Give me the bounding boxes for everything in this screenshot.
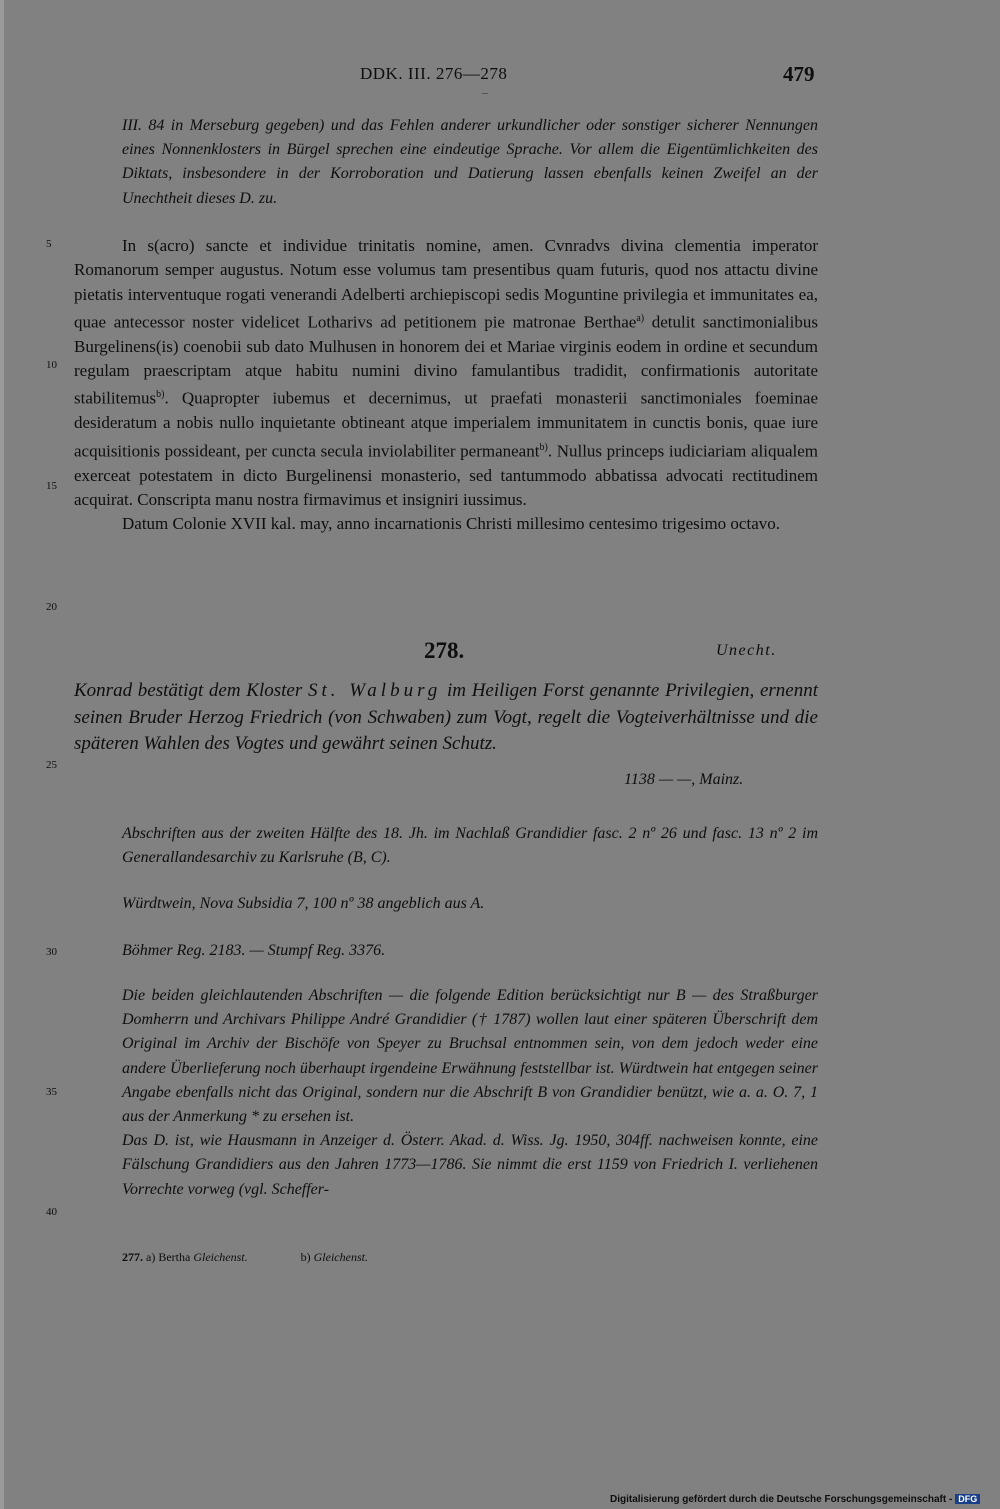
dfg-logo: DFG: [955, 1494, 980, 1504]
line-number: 35: [46, 1086, 57, 1098]
footnotes: [122, 1250, 368, 1265]
text-segment: detulit sanctimonialibus Burgelinens(is) coenobii sub dato Mulhusen in honorem dei et Mariae virginis eodem in ordine et secundum regulam praescriptam atque habitu numini divino famulantibus tradidit, confirmationis autoritate stabilitemus: [74, 312, 818, 409]
footnote-b: [301, 1250, 368, 1264]
dating-line: 1138 — —, Mainz.: [624, 771, 744, 788]
line-number: 20: [46, 601, 57, 613]
line-number: 10: [46, 359, 57, 371]
footnote-b-source: Gleichenst.: [313, 1250, 368, 1264]
regest-segment: im Heiligen Forst genannte Privilegien, ernennt seinen Bruder Herzog Friedrich (von Schwaben) zum Vogt, regelt die Vogteiverhältnisse und die späteren Wahlen des Vogtes und gewährt seinen Schutz.: [74, 680, 818, 754]
page-number: 479: [783, 62, 815, 86]
line-number: 15: [46, 480, 57, 492]
authenticity-status: Unecht.: [716, 642, 777, 659]
commentary-paragraph: Die beiden gleichlautenden Abschriften — die folgende Edition berücksichtigt nur B — des Straßburger Domherrn und Archivars Philippe André Grandidier († 1787) wollen laut einer späteren Überschrift dem Original im Archiv der Bischöfe von Speyer zu Bruchsal entnommen sein, von dem jedoch weder eine andere Überlieferung noch überhaupt irgendeine Erwähnung feststellbar ist. Würdtwein hat entgegen seiner Angabe ebenfalls nicht das Original, sondern nur die Abschrift B von Grandidier benützt, wie a. a. O. 7, 1 aus der Anmerkung * zu ersehen ist.: [122, 987, 818, 1126]
apparatus-commentary: [122, 984, 818, 1202]
line-number: 40: [46, 1206, 57, 1218]
text-paragraph-2: Datum Colonie XVII kal. may, anno incarnationis Christi millesimo centesimo trigesimo octavo.: [122, 514, 780, 534]
document-text-277: [74, 234, 818, 537]
footnote-ref-b: b): [539, 441, 548, 453]
scan-edge: [0, 0, 4, 1509]
apparatus-copies: Abschriften aus der zweiten Hälfte des 18. Jh. im Nachlaß Grandidier fasc. 2 nº 26 und fasc. 13 nº 2 im Generallandesarchiv zu Karlsruhe (B, C).: [122, 825, 818, 867]
text-segment: . Quapropter iubemus et decernimus, ut praefati monasterii sanctimoniales foeminae desideratum a nobis nullo inquietante obtineant atque imperialem immunitatem in cunctis bonis, quae iure acquisitionis possideant, per cuncta secula inviolabiliter permaneant: [74, 389, 818, 461]
commentary-paragraph: Das D. ist, wie Hausmann in Anzeiger d. Österr. Akad. d. Wiss. Jg. 1950, 304ff. nachweisen konnte, eine Fälschung Grandidiers aus den Jahren 1773—1786. Sie nimmt die erst 1159 von Friedrich I. verliehenen Vorrechte vorweg (vgl. Scheffer-: [122, 1132, 818, 1198]
footnote-ref-b: b): [156, 389, 165, 401]
apparatus-regesta: Böhmer Reg. 2183. — Stumpf Reg. 3376.: [122, 942, 386, 959]
footnote-doc-ref: 277.: [122, 1250, 143, 1264]
credit-text: Digitalisierung gefördert durch die Deutsche Forschungsgemeinschaft -: [610, 1494, 953, 1505]
document-number: 278.: [424, 638, 465, 663]
footnote-a-label: a) Bertha: [146, 1250, 191, 1264]
footnote-ref-a: a): [636, 312, 645, 324]
text-segment: . Nullus princeps iudiciariam aliqualem exerceat potestatem in dicto Burgelinensi monasterio, sed tantummodo abbatissa advocati rectitudinem acquirat. Conscripta manu nostra firmavimus et insigniri iussimus.: [74, 441, 819, 509]
regest-segment: Konrad bestätigt dem Kloster: [74, 680, 308, 701]
place-name: St. Walburg: [307, 680, 442, 701]
commentary-277: III. 84 in Merseburg gegeben) und das Fehlen anderer urkundlicher oder sonstiger sicherer Nennungen eines Nonnenklosters in Bürgel sprechen eine eindeutige Sprache. Vor allem die Eigentümlichkeiten des Diktats, insbesondere in der Korroboration und Datierung lassen ebenfalls keinen Zweifel an der Unechtheit dieses D. zu.: [122, 117, 818, 207]
apparatus-print: Würdtwein, Nova Subsidia 7, 100 nº 38 angeblich aus A.: [122, 895, 485, 912]
line-number: 25: [46, 759, 57, 771]
footnote-a-source: Gleichenst.: [193, 1250, 248, 1264]
text-paragraph-1: [74, 234, 818, 512]
digitization-credit: [610, 1494, 980, 1505]
footnote-a: [146, 1250, 248, 1264]
regest-278: [74, 678, 818, 758]
running-head: DDK. III. 276—278: [360, 64, 508, 83]
footnote-b-label: b): [300, 1250, 311, 1264]
line-number: 30: [46, 946, 57, 958]
header-mark: [482, 93, 488, 94]
line-number: 5: [46, 238, 52, 250]
text-segment: In s(acro) sancte et individue trinitatis nomine, amen. Cvnradvs divina clementia imperator Romanorum semper augustus. Notum esse volumus tam presentibus quam futuris, quod nos attactu divine pietatis interventuque rogati venerandi Adelberti archiepiscopi sedis Moguntine privilegia et immunitates ea, quae antecessor noster videlicet Lotharivs ad petitionem pie matronae Berthae: [74, 236, 818, 332]
